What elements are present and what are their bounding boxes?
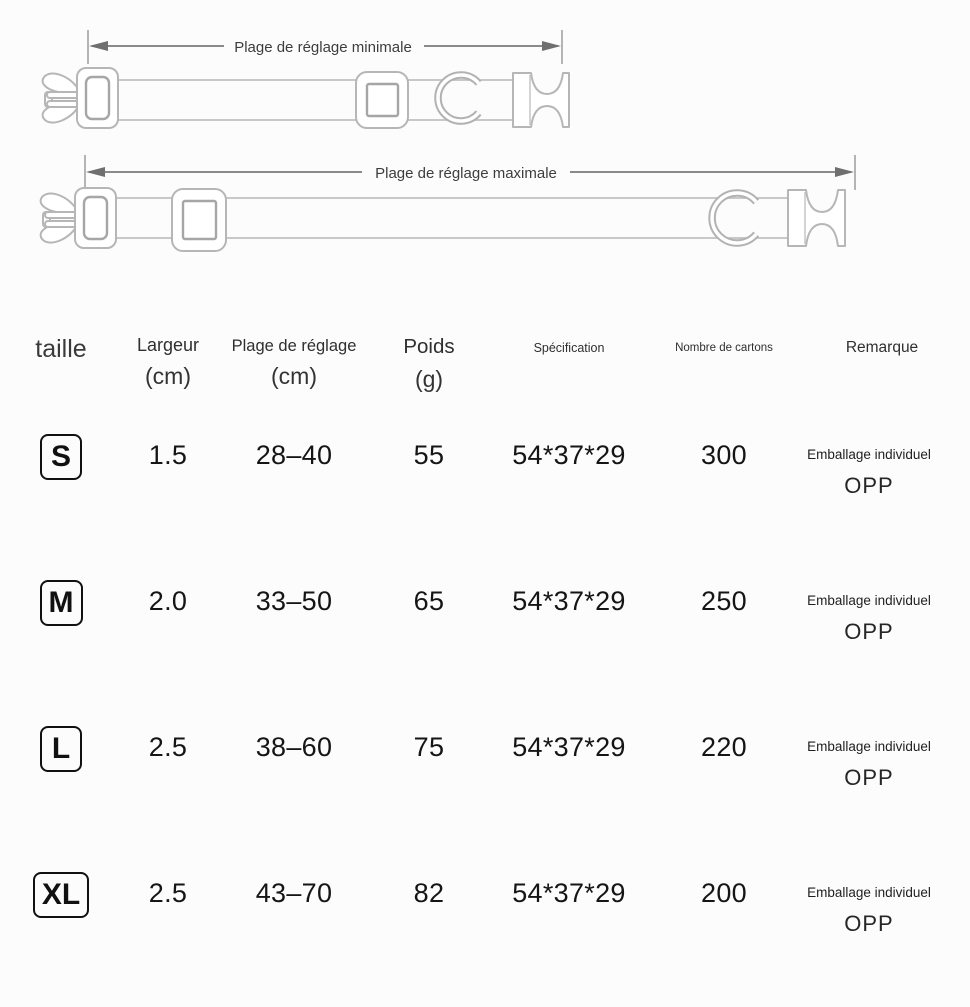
table-row-l (0, 715, 970, 861)
plage-value-xl: 43–70 (255, 878, 333, 908)
poids-value-xl: 82 (413, 878, 445, 908)
strap-minimal (112, 80, 514, 120)
buckle-female-maximal (788, 190, 845, 246)
collar-diagrams (0, 0, 970, 300)
largeur-value-s: 1.5 (148, 440, 188, 470)
specification-value-m: 54*37*29 (512, 586, 626, 616)
size-badge-l: L (40, 726, 82, 772)
col-header-specification: Spécification (533, 341, 605, 355)
largeur-value-m: 2.0 (148, 586, 188, 616)
plage-value-m: 33–50 (255, 586, 333, 616)
size-badge-s: S (40, 434, 82, 480)
buckle-male-maximal (41, 188, 116, 248)
col-header-cartons: Nombre de cartons (675, 342, 773, 354)
cartons-value-l: 220 (701, 732, 747, 762)
table-row-xl (0, 861, 970, 1007)
remarque-value-l: Emballage individuel OPP (807, 739, 931, 790)
slider-minimal (356, 72, 408, 128)
cartons-value-s: 300 (701, 440, 747, 470)
remarque-value-s: Emballage individuel OPP (807, 447, 931, 498)
col-header-largeur: Largeur (cm) (136, 335, 200, 389)
specification-value-xl: 54*37*29 (512, 878, 626, 908)
d-ring-minimal (438, 75, 479, 121)
poids-value-s: 55 (413, 440, 445, 470)
largeur-value-l: 2.5 (148, 732, 188, 762)
buckle-male-minimal (43, 68, 118, 128)
size-badge-xl: XL (33, 872, 89, 918)
slider-maximal (172, 189, 226, 251)
specification-value-s: 54*37*29 (512, 440, 626, 470)
remarque-value-xl: Emballage individuel OPP (807, 885, 931, 936)
specification-value-l: 54*37*29 (512, 732, 626, 762)
poids-value-l: 75 (413, 732, 445, 762)
dimension-label-minimal: Plage de réglage minimale (234, 39, 412, 56)
remarque-value-m: Emballage individuel OPP (807, 593, 931, 644)
col-header-plage: Plage de réglage (cm) (231, 337, 357, 389)
largeur-value-xl: 2.5 (148, 878, 188, 908)
collar-diagram-maximal (41, 155, 855, 251)
cartons-value-m: 250 (701, 586, 747, 616)
spec-table (0, 305, 970, 1007)
dimension-arrow-maximal (85, 155, 855, 190)
poids-value-m: 65 (413, 586, 445, 616)
dimension-arrow-minimal (88, 30, 562, 64)
buckle-female-minimal (513, 73, 569, 127)
table-row-s (0, 423, 970, 569)
size-badge-m: M (40, 580, 83, 626)
d-ring-maximal (712, 193, 756, 243)
collar-diagram-minimal (43, 30, 569, 128)
col-header-remarque: Remarque (845, 339, 919, 356)
col-header-poids: Poids (g) (403, 335, 455, 392)
plage-value-s: 28–40 (255, 440, 333, 470)
table-header-row (0, 305, 970, 423)
table-row-m (0, 569, 970, 715)
dimension-label-maximal: Plage de réglage maximale (375, 165, 557, 182)
col-header-taille: taille (35, 335, 87, 363)
cartons-value-xl: 200 (701, 878, 747, 908)
plage-value-l: 38–60 (255, 732, 333, 762)
